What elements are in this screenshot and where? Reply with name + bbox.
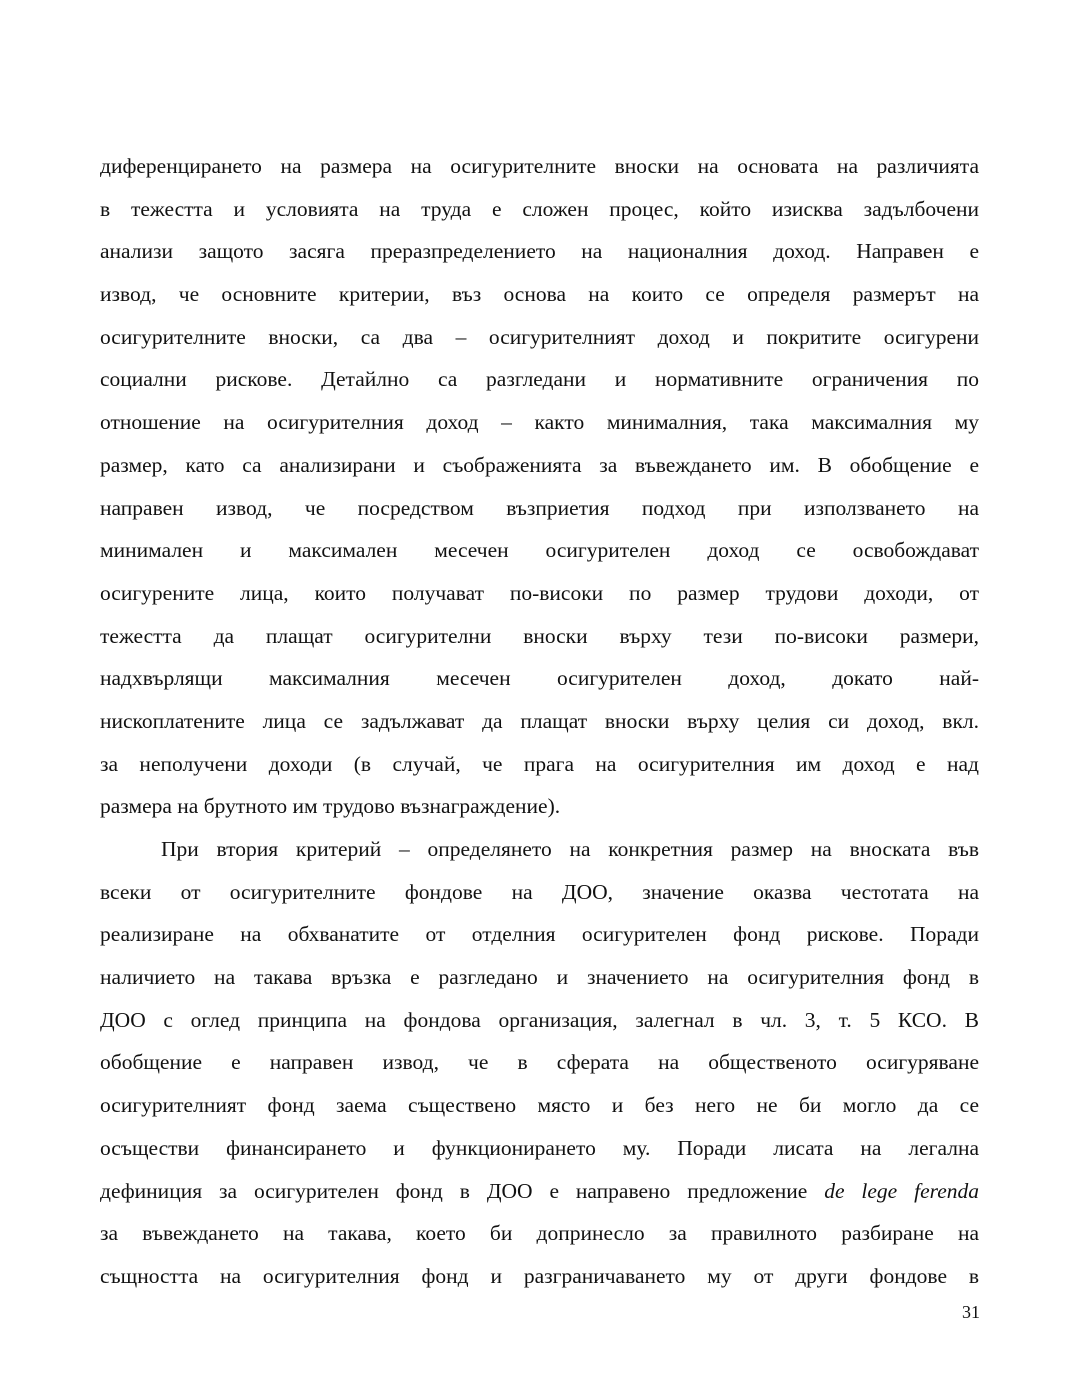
text-line: надхвърлящи максималния месечен осигурителен доход, докато най-: [100, 666, 979, 691]
text-line: социални рискове. Детайлно са разгледани и нормативните ограничения по: [100, 367, 979, 392]
text-line: тежестта да плащат осигурителни вноски върху тези по-високи размери,: [100, 623, 979, 648]
latin-phrase: de lege ferenda: [824, 1178, 980, 1203]
text-line: за въвеждането на такава, което би допринесло за правилното разбиране на: [100, 1221, 979, 1246]
text-line: извод, че основните критерии, въз основа на които се определя размерът на: [100, 282, 979, 307]
text-line: размера на брутното им трудово възнаграждение).: [100, 794, 561, 819]
page-number: 31: [962, 1302, 980, 1322]
text-line: в тежестта и условията на труда е сложен процес, който изисква задълбочени: [100, 196, 979, 221]
text-line: нископлатените лица се задължават да плащат вноски върху целия си доход, вкл.: [100, 708, 979, 733]
text-line: диференцирането на размера на осигурителните вноски на основата на различията: [100, 154, 979, 178]
text-line: осигурените лица, които получават по-високи по размер трудови доходи, от: [100, 580, 979, 605]
text-segment: дефиниция за осигурителен фонд в ДОО е направено предложение: [100, 1178, 808, 1203]
text-line-mixed: [100, 1170, 979, 1213]
text-line: всеки от осигурителните фондове на ДОО, значение оказва честотата на: [100, 879, 979, 904]
text-line: наличието на такава връзка е разгледано и значението на осигурителния фонд в: [100, 965, 979, 990]
text-line: анализи защото засяга преразпределението на националния доход. Направен е: [100, 239, 979, 264]
text-line: минимален и максимален месечен осигурителен доход се освобождават: [100, 538, 979, 563]
text-line: размер, като са анализирани и съображенията за въвеждането им. В обобщение е: [100, 452, 979, 477]
text-line: същността на осигурителния фонд и разграничаването му от други фондове в: [100, 1263, 979, 1288]
document-body: [100, 145, 979, 1298]
text-line: осъществи финансирането и функционирането му. Поради лисата на легална: [100, 1135, 979, 1160]
text-line: обобщение е направен извод, че в сферата на общественото осигуряване: [100, 1050, 979, 1075]
text-line: ДОО с оглед принципа на фондова организация, залегнал в чл. 3, т. 5 КСО. В: [100, 1007, 979, 1032]
text-line: осигурителните вноски, са два – осигурителният доход и покритите осигурени: [100, 324, 979, 349]
text-line: При втория критерий – определянето на конкретния размер на вноската във: [161, 837, 979, 861]
paragraph-1: [100, 145, 979, 828]
text-line: осигурителният фонд заема съществено място и без него не би могло да се: [100, 1093, 979, 1118]
text-line: отношение на осигурителния доход – както минималния, така максималния му: [100, 410, 979, 435]
paragraph-2: [100, 828, 979, 1298]
text-line: за неполучени доходи (в случай, че прага на осигурителния им доход е над: [100, 751, 979, 776]
text-line: реализиране на обхванатите от отделния осигурителен фонд рискове. Поради: [100, 922, 979, 947]
text-line: направен извод, че посредством възприетия подход при използването на: [100, 495, 979, 520]
